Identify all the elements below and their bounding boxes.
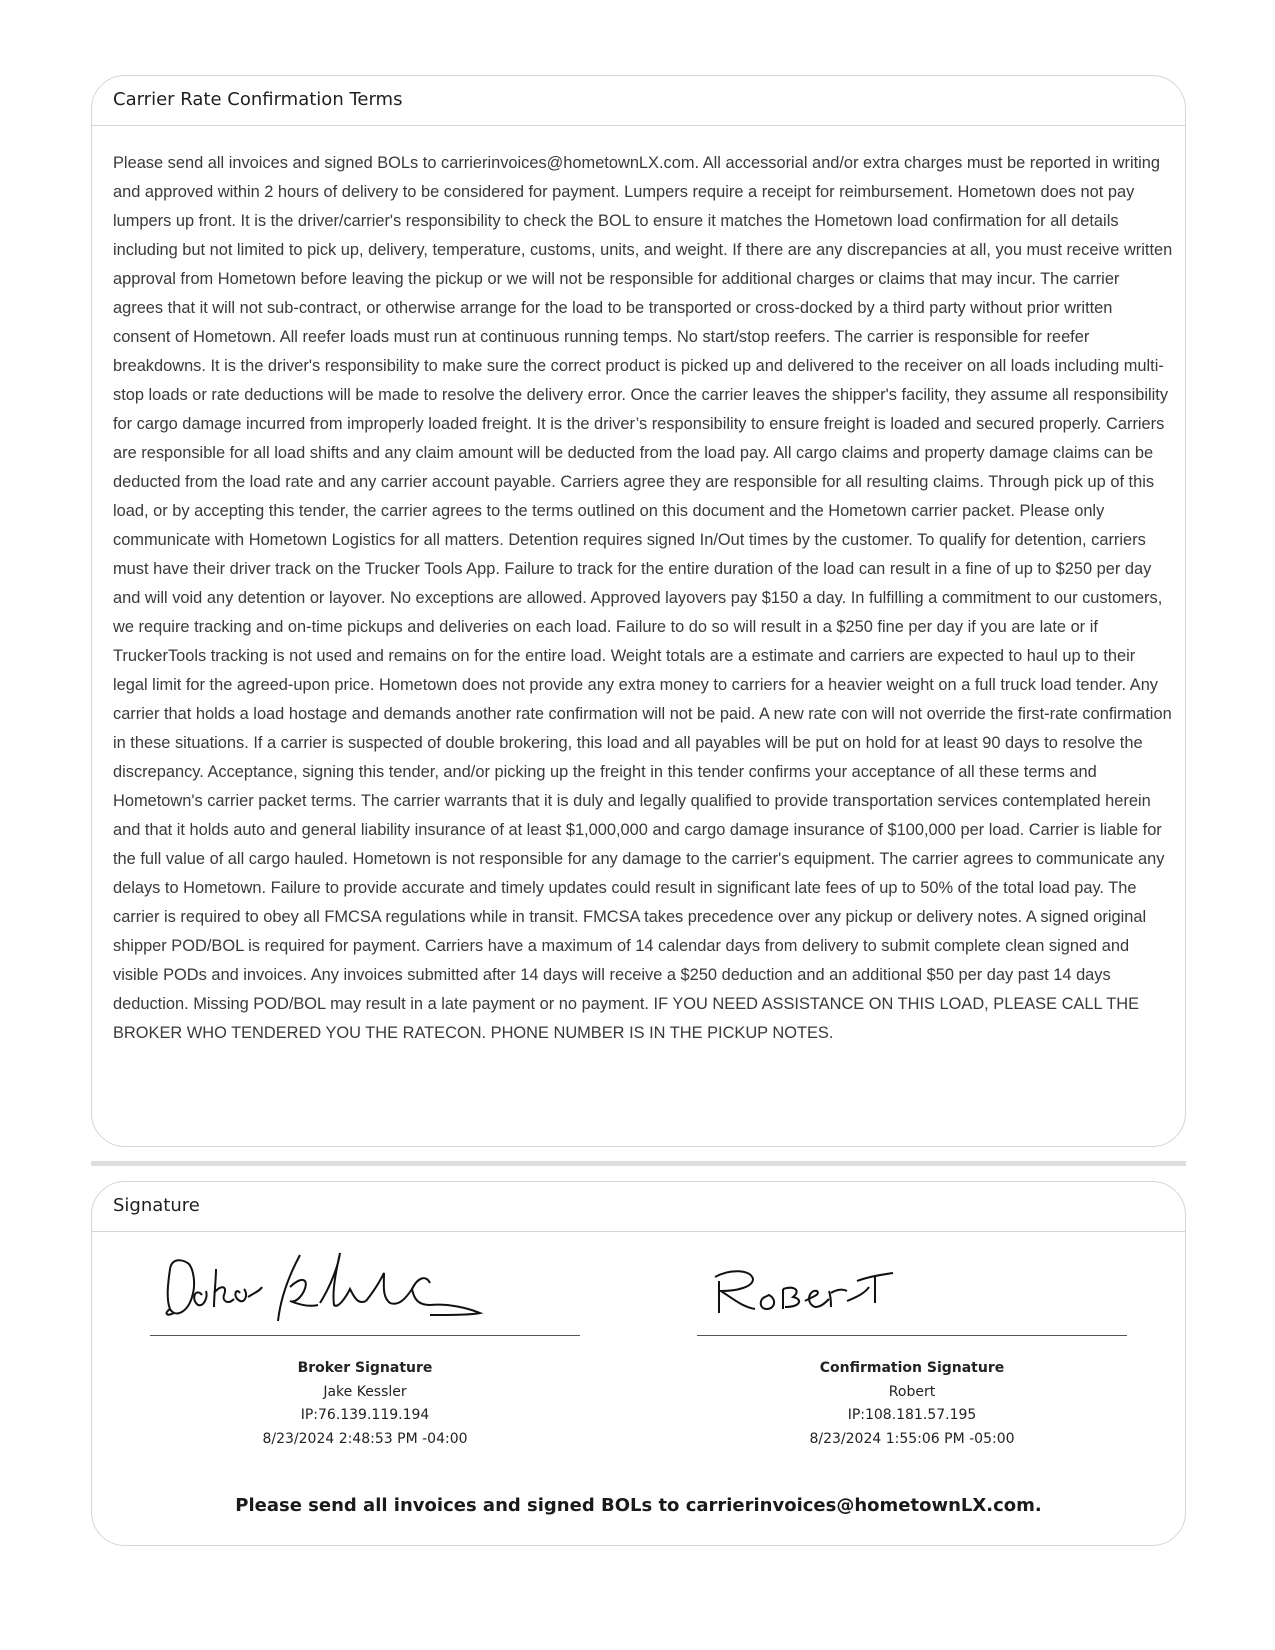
confirmation-name: Robert xyxy=(888,1383,936,1400)
broker-signature-line xyxy=(150,1335,580,1336)
broker-timestamp: 8/23/2024 2:48:53 PM -04:00 xyxy=(262,1430,468,1447)
confirmation-signature-info xyxy=(697,1357,1127,1451)
terms-title: Carrier Rate Confirmation Terms xyxy=(113,89,403,110)
terms-card xyxy=(91,75,1186,1147)
section-divider xyxy=(91,1161,1186,1166)
broker-signature-info xyxy=(150,1357,580,1451)
confirmation-signature-line xyxy=(697,1335,1127,1336)
broker-signature-image xyxy=(150,1247,580,1332)
signature-card xyxy=(91,1181,1186,1546)
broker-name: Jake Kessler xyxy=(323,1383,407,1400)
broker-signature-label: Broker Signature xyxy=(297,1360,433,1376)
terms-header xyxy=(92,76,1185,126)
broker-ip: IP:76.139.119.194 xyxy=(300,1407,430,1423)
confirmation-timestamp: 8/23/2024 1:55:06 PM -05:00 xyxy=(809,1430,1015,1447)
signature-header xyxy=(92,1182,1185,1232)
confirmation-ip: IP:108.181.57.195 xyxy=(847,1407,977,1423)
terms-body: Please send all invoices and signed BOLs to carrierinvoices@hometownLX.com. All accessorial and/or extra charges must be reported in writing and approved within 2 hours of delivery to be considered for payment. Lumpers require a receipt for reimbursement. Hometown does not pay lumpers up front. It is the driver/carrier's responsibility to check the BOL to ensure it matches the Hometown load confirmation for all details including but not limited to pick up, delivery, temperature, customs, units, and weight. If there are any discrepancies at all, you must receive written approval from Hometown before leaving the pickup or we will not be responsible for additional charges or claims that may incur. The carrier agrees that it will not sub-contract, or otherwise arrange for the load to be transported or cross-docked by a third party without prior written consent of Hometown. All reefer loads must run at continuous running temps. No start/stop reefers. The carrier is responsible for reefer breakdowns. It is the driver's responsibility to make sure the correct product is picked up and delivered to the receiver on all loads including multi-stop loads or rate deductions will be made to resolve the delivery error. Once the carrier leaves the shipper's facility, they assume all responsibility for cargo damage incurred from improperly loaded freight. It is the driver’s responsibility to ensure freight is loaded and secured properly. Carriers are responsible for all load shifts and any claim amount will be deducted from the load pay. All cargo claims and property damage claims can be deducted from the load rate and any carrier account payable. Carriers agree they are responsible for all resulting claims. Through pick up of this load, or by accepting this tender, the carrier agrees to the terms outlined on this document and the Hometown carrier packet. Please only communicate with Hometown Logistics for all matters. Detention requires signed In/Out times by the customer. To qualify for detention, carriers must have their driver track on the Trucker Tools App. Failure to track for the entire duration of the load can result in a fine of up to $250 per day and will void any detention or layover. No exceptions are allowed. Approved layovers pay $150 a day. In fulfilling a commitment to our customers, we require tracking and on-time pickups and deliveries on each load. Failure to do so will result in a $250 fine per day if you are late or if TruckerTools tracking is not used and remains on for the entire load. Weight totals are a estimate and carriers are expected to haul up to their legal limit for the agreed-upon price. Hometown does not provide any extra money to carriers for a heavier weight on a full truck load tender. Any carrier that holds a load hostage and demands another rate confirmation will not be paid. A new rate con will not override the first-rate confirmation in these situations. If a carrier is suspected of double brokering, this load and all payables will be put on hold for at least 90 days to resolve the discrepancy. Acceptance, signing this tender, and/or picking up the freight in this tender confirms your acceptance of all these terms and Hometown's carrier packet terms. The carrier warrants that it is duly and legally qualified to provide transportation services contemplated herein and that it holds auto and general liability insurance of at least $1,000,000 and cargo damage insurance of $100,000 per load. Carrier is liable for the full value of all cargo hauled. Hometown is not responsible for any damage to the carrier's equipment. The carrier agrees to communicate any delays to Hometown. Failure to provide accurate and timely updates could result in significant late fees of up to 50% of the total load pay. The carrier is required to obey all FMCSA regulations while in transit. FMCSA takes precedence over any pickup or delivery notes. A signed original shipper POD/BOL is required for payment. Carriers have a maximum of 14 calendar days from delivery to submit complete clean signed and visible PODs and invoices. Any invoices submitted after 14 days will receive a $250 deduction and an additional $50 per day past 14 days deduction. Missing POD/BOL may result in a late payment or no payment. IF YOU NEED ASSISTANCE ON THIS LOAD, PLEASE CALL THE BROKER WHO TENDERED YOU THE RATECON. PHONE NUMBER IS IN THE PICKUP NOTES. xyxy=(113,154,1173,1042)
invoice-footer-note: Please send all invoices and signed BOLs to carrierinvoices@hometownLX.com. xyxy=(235,1495,1042,1516)
confirmation-signature-label: Confirmation Signature xyxy=(819,1360,1005,1376)
signature-title: Signature xyxy=(113,1195,200,1216)
confirmation-signature-image xyxy=(697,1247,1127,1332)
